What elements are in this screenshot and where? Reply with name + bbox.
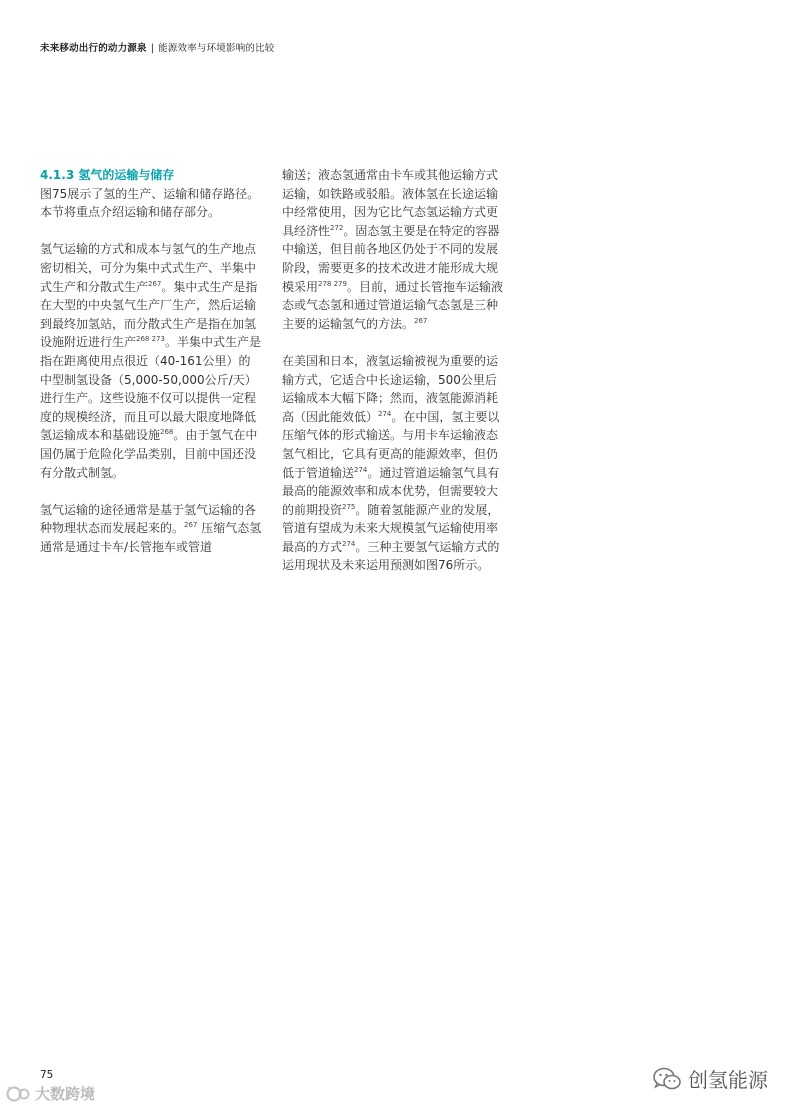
- footnote-ref[interactable]: 274: [342, 539, 356, 548]
- wechat-icon: [652, 1066, 682, 1092]
- paragraph-text: 。在中国，氢主要以压缩气体的形式输送。与用卡车运输液态氢气相比，它具有更高的能源效率，但仍低于管道输送: [282, 409, 500, 480]
- section-title: 4.1.3 氢气的运输与储存: [40, 168, 175, 182]
- paragraph-text: 压缩气态氢通常是通过卡车/长管拖车或管道: [40, 521, 262, 554]
- paragraph-text: 。固态氢主要是在特定的容器中输送，但目前各地区仍处于不同的发展阶段，需要更多的技术改进才能形成大规模采用: [282, 223, 500, 294]
- paragraph-text: 。通过管道运输氢气具有最高的能源效率和成本优势，但需要较大的前期投资: [282, 465, 500, 517]
- watermark-left: [6, 1083, 95, 1104]
- running-header: [40, 40, 275, 54]
- header-separator: |: [150, 43, 155, 54]
- paragraph-text: 。由于氢气在中国仍属于危险化学品类别，目前中国还没有分散式制氢。: [40, 428, 258, 480]
- page-number: 75: [40, 1069, 54, 1081]
- paragraph-intro: [40, 185, 262, 222]
- footnote-ref[interactable]: 278 279: [318, 279, 347, 288]
- paragraph-text: 在美国和日本，液氢运输被视为重要的运输方式，它适合中长途运输，500公里后运输成本大幅下降；然而，液氢能源消耗高（因此能效低）: [282, 353, 499, 424]
- paragraph-text: 。半集中式生产是指在距离使用点很近（40-161公里）的中型制氢设备（5,000-50,000公斤/天）进行生产。这些设施不仅可以提供一定程度的规模经济，而且可以最大限度地降低氢运输成本和基础设施: [40, 335, 261, 443]
- paragraph-transport-routes: [40, 501, 262, 557]
- footnote-ref[interactable]: 274: [354, 465, 368, 474]
- footnote-ref[interactable]: 275: [342, 502, 356, 511]
- watermark-right-text: 创氢能源: [688, 1068, 768, 1092]
- paragraph-text: 。集中式生产是指在大型的中央氢气生产厂生产，然后运输到最终加氢站，而分散式生产是指在加氢设施附近进行生产: [40, 279, 258, 350]
- svg-text:1: 1: [7, 1086, 11, 1093]
- watermark-right: [652, 1064, 768, 1093]
- paragraph-production-modes: [40, 240, 262, 482]
- paragraph-transport-methods: [282, 166, 504, 333]
- footnote-ref[interactable]: 267: [184, 521, 198, 530]
- paragraph-us-japan-china: [282, 352, 504, 575]
- left-column: [40, 166, 262, 556]
- footnote-ref[interactable]: 267: [414, 316, 428, 325]
- paragraph-text: 。三种主要氢气运输方式的运用现状及未来运用预测如图76所示。: [282, 539, 500, 573]
- right-column: [282, 166, 504, 575]
- paragraph-text: 氢气运输的方式和成本与氢气的生产地点密切相关，可分为集中式式生产、半集中式生产和分散式生产: [40, 242, 257, 294]
- paragraph-text: 。目前，通过长管拖车运输液态或气态氢和通过管道运输气态氢是三种主要的运输氢气的方法。: [282, 279, 503, 331]
- footnote-ref[interactable]: 274: [378, 409, 392, 418]
- footnote-ref[interactable]: 267: [148, 279, 162, 288]
- watermark-logo-icon: [6, 1084, 32, 1104]
- footnote-ref[interactable]: 272: [330, 223, 344, 232]
- footnote-ref[interactable]: 268: [160, 428, 174, 437]
- paragraph-text: 氢气运输的途径通常是基于氢气运输的各种物理状态而发展起来的。: [40, 502, 257, 536]
- paragraph-text: 。随着氢能源产业的发展，管道有望成为未来大规模氢气运输使用率最高的方式: [282, 502, 500, 554]
- paragraph-text: 输送；液态氢通常由卡车或其他运输方式运输，如铁路或驳船。液体氢在长途运输中经常使用，因为它比气态氢运输方式更具经济性: [282, 168, 499, 238]
- header-subtitle: 能源效率与环境影响的比较: [158, 43, 275, 54]
- header-title: 未来移动出行的动力源泉: [40, 43, 147, 54]
- footnote-ref[interactable]: 268 273: [136, 335, 165, 344]
- paragraph-text: 图75展示了氢的生产、运输和储存路径。本节将重点介绍运输和储存部分。: [40, 186, 260, 220]
- watermark-left-text: 大数跨境: [35, 1085, 96, 1103]
